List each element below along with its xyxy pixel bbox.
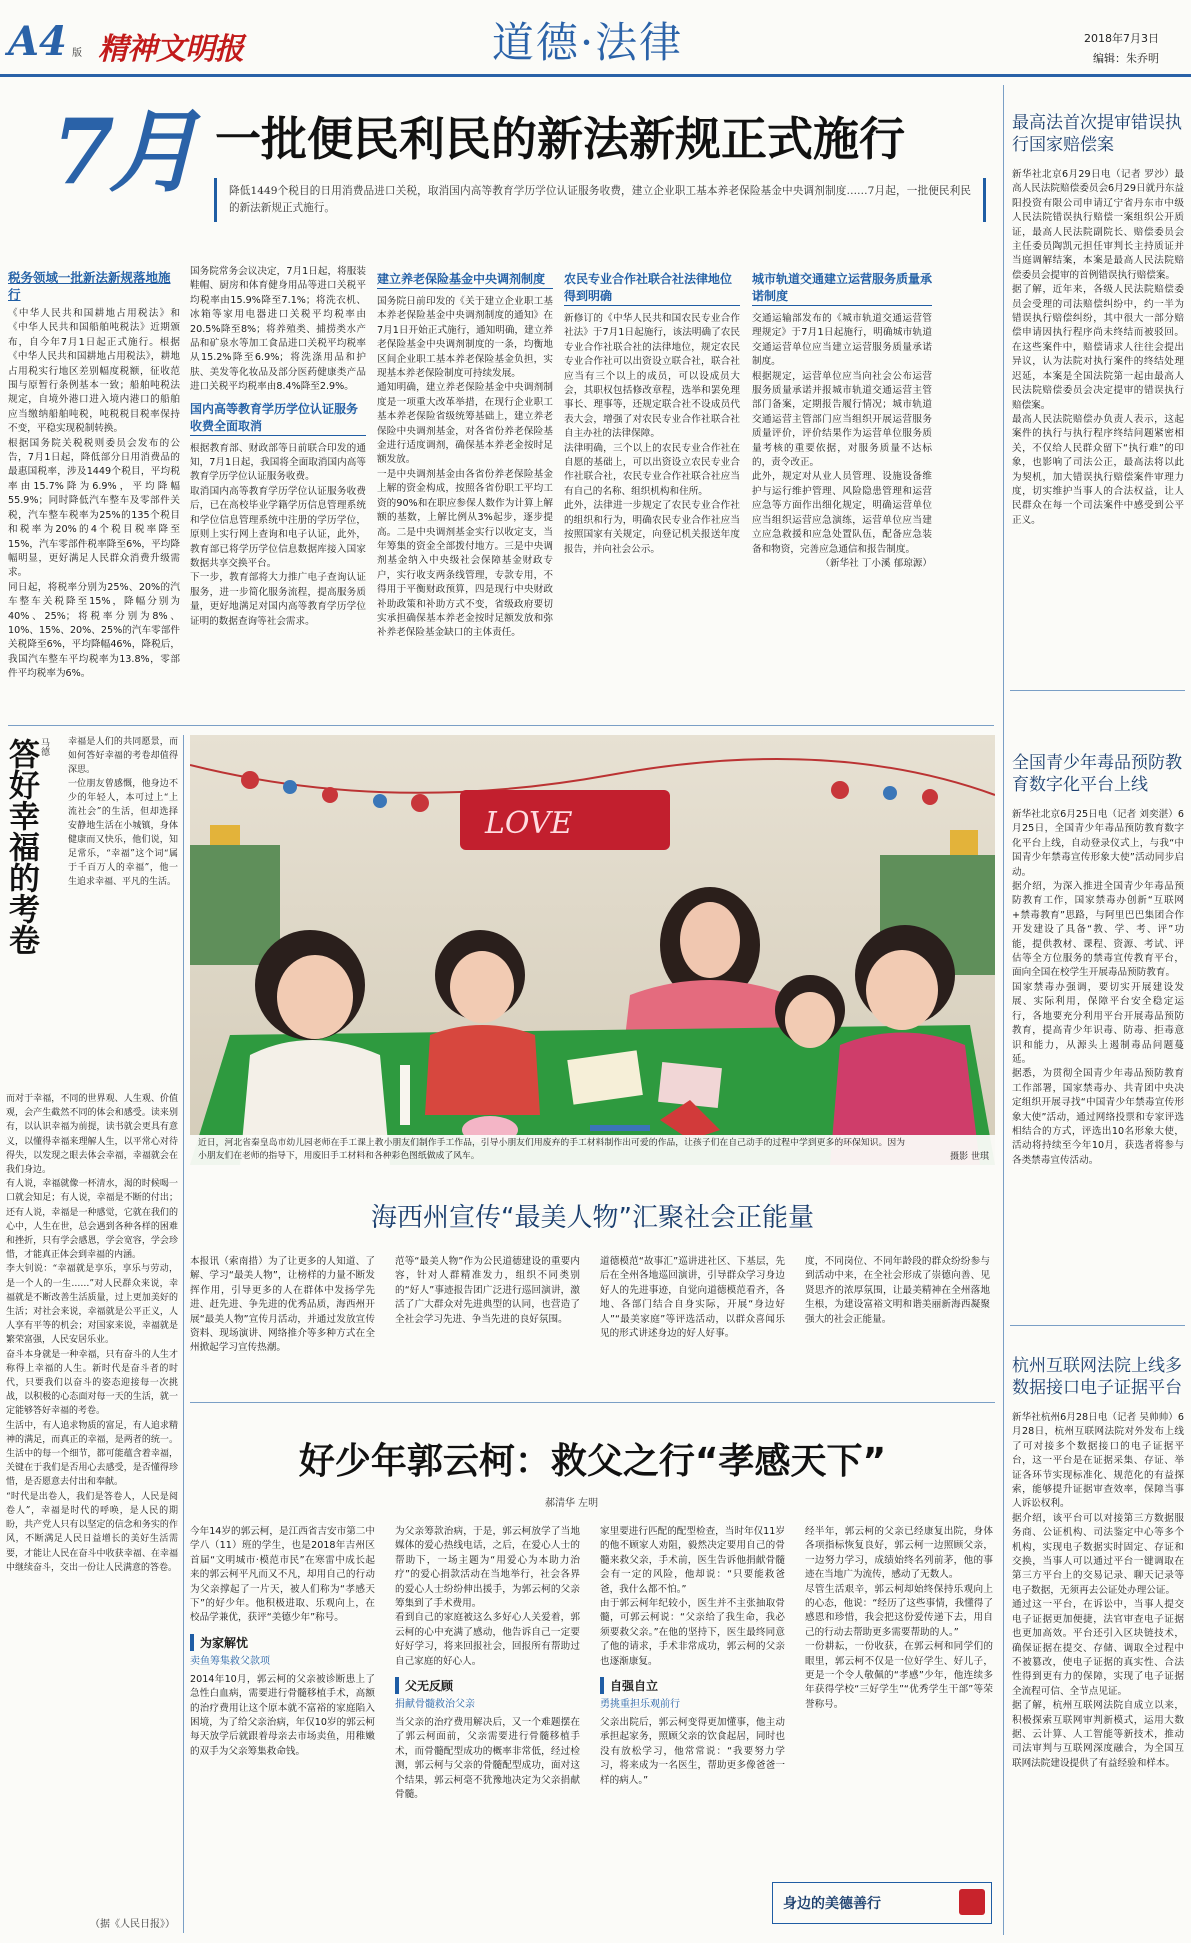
divider xyxy=(1010,1325,1185,1326)
lead-col-4 xyxy=(564,265,740,720)
divider xyxy=(8,725,994,726)
lead-para: 国务院日前印发的《关于建立企业职工基本养老保险基金中央调剂制度的通知》在7月1日开始正式施行，通知明确，建立养老保险基金中央调剂制度的一条，均衡地区间企业职工基本养老保险基金负担，实现基本养老保险制度可持续发展。 xyxy=(377,296,553,380)
essay-para: 生活中，有人追求物质的富足，有人追求精神的满足，而真正的幸福，是两者的统一。生活中的每一个细节，都可能蕴含着幸福，关键在于我们是否用心去感受，是否懂得珍惜，是否愿意去付出和奉献。 xyxy=(6,1420,178,1488)
feature-box-title: 自强自立 xyxy=(600,1677,664,1694)
sidebar-para: 新华社北京6月25日电（记者 刘奕湛）6月25日，全国青少年毒品预防教育数字化平台上线，自动登录仪式上，与我“中国青少年禁毒宣传形象大使”活动同步启动。 xyxy=(1012,809,1184,878)
essay-col-top xyxy=(68,735,178,1090)
page-number-suffix: 版 xyxy=(72,48,82,59)
sidebar-para: 据了解，近年来，各级人民法院赔偿委员会受理的司法赔偿纠纷中，约一半为错误执行赔偿纠纷，其中很大一部分赔偿申请因执行程序尚未终结而被驳回。在这些案件中，赔偿请求人往往会提出异议，认为法院对执行案件的终结处理迟延，本案是全国法院第一起由最高人民法院赔偿委员会决定提审的错误执行赔偿案。 xyxy=(1012,284,1184,411)
lead-col-1 xyxy=(8,265,180,720)
feature-para: 为父亲筹款治病，于是，郭云柯放学了当地媒体的爱心热线电话，之后，在爱心人士的帮助下，一场主题为“用爱心为本助力治疗”的爱心捐款活动在当地举行，社会各界的爱心人士纷纷伸出援手，为郭云柯的父亲筹集到了手术费用。 xyxy=(395,1526,580,1610)
lead-para: 同日起，将税率分别为25%、20%的汽车整车关税降至15%，降幅分别为40%、25%；将税率分别为8%、10%、15%、20%、25%的汽车零部件关税降至6%，平均降幅46%，降税后，我国汽车整车平均税率为13.8%，零部件平均税率为6%。 xyxy=(8,581,180,680)
lead-para: 根据国务院关税税则委员会发布的公告，7月1日起，降低部分日用消费品的最惠国税率，涉及1449个税目，平均税率由15.7%降为6.9%，平均降幅55.9%；同时降低汽车整车及零部件关税，汽车整车税率为25%的135个税目和税率为20%的4个税目税率降至15%，汽车零部件税率降至6%，平均降幅明显，更好满足人民群众消费升级需求。 xyxy=(8,437,180,579)
sidebar-para: 国家禁毒办强调，要切实开展建设发展、实际利用，保障平台安全稳定运行，各地要充分利用平台开展毒品预防教育，提高青少年识毒、防毒、拒毒意识和能力，从源头上遏制毒品问题蔓延。 xyxy=(1012,981,1184,1065)
lead-col-2 xyxy=(190,265,366,720)
feature-para: 父亲出院后，郭云柯变得更加懂事，他主动承担起家务，照顾父亲的饮食起居，同时也没有放松学习，他常常说：“我要努力学习，将来成为一名医生，帮助更多像爸爸一样的病人。” xyxy=(600,1717,785,1786)
lead-deck: 降低1449个税目的日用消费品进口关税，取消国内高等教育学历学位认证服务收费，建立企业职工基本养老保险基金中央调剂制度……7月起，一批便民利民的新法新规正式施行。 xyxy=(229,185,971,214)
lead-col-3 xyxy=(377,265,553,720)
lead-subhead-education: 国内高等教育学历学位认证服务收费全面取消 xyxy=(190,401,366,436)
masthead xyxy=(0,0,1191,78)
essay-para: 一位朋友曾感慨，他身边不少的年轻人，本可过上“上流社会”的生活，但却选择安静地生活在小城镇，身体健康而又快乐，他们说，知足常乐，“幸福”这个词“属于千百万人的幸福”，他一生追求幸福、平凡的生活。 xyxy=(68,779,178,887)
photo-caption: 近日，河北省秦皇岛市幼儿园老师在手工课上教小朋友们制作手工作品，引导小朋友们用废弃的手工材料制作出可爱的作品，让孩子们在自己动手的过程中学到更多的环保知识。因为小朋友们在老师的指导下，用废旧手工材料和各种彩色图纸做成了风车。 xyxy=(198,1138,905,1161)
lead-para: 国务院常务会议决定，7月1日起，将服装鞋帽、厨房和体育健身用品等进口关税平均税率由15.9%降至7.1%；将洗衣机、冰箱等家用电器进口关税平均税率由20.5%降至8%；将养殖类、捕捞类水产品和矿泉水等加工食品进口关税平均税率从15.2%降至6.9%；将洗涤用品和护肤、美发等化妆品及部分医药健康类产品进口关税平均税率由8.4%降至2.9%。 xyxy=(190,266,366,393)
mid-para: 度，不同岗位、不同年龄段的群众纷纷参与到活动中来，在全社会形成了崇德向善、见贤思齐的浓厚氛围，让最美精神在全州落地生根，为建设富裕文明和谐美丽新海西凝聚强大的社会正能量。 xyxy=(805,1256,990,1325)
essay-author: 马德 xyxy=(39,738,49,756)
lead-para: 此外，法律进一步规定了农民专业合作社的组织和行为，明确农民专业合作社应当按照国家有关规定，向登记机关报送年度报告，并向社会公示。 xyxy=(564,500,740,555)
lead-para: 根据规定，运营单位应当向社会公布运营服务质量承诺并报城市轨道交通运营主管部门备案，定期报告履行情况；城市轨道交通运营主管部门应当组织开展运营服务质量评价，评价结果作为运营单位服务质量考核的重要依据，对服务质量不达标的，责令改正。 xyxy=(752,370,932,469)
essay-col-bottom xyxy=(6,1092,178,1932)
sidebar-story-1 xyxy=(1012,112,1184,672)
photo-credit: 摄影 世琪 xyxy=(950,1152,989,1162)
issue-date: 2018年7月3日 xyxy=(1084,32,1159,45)
sidebar-para: 通过这一平台，在诉讼中，当事人提交电子证据更加便捷，法官审查电子证据也更加高效。平台还引入区块链技术，确保证据在提交、存储、调取全过程中不被篡改，使电子证据的真实性、合法性得到更有力的保障，实现了电子证据全流程可信、全节点见证。 xyxy=(1012,1599,1184,1697)
seal-icon xyxy=(959,1889,985,1915)
feature-col-3 xyxy=(600,1525,785,1935)
sidebar-story-2 xyxy=(1012,752,1184,1292)
feature-byline: 郝清华 左明 xyxy=(545,1498,599,1509)
divider xyxy=(1003,85,1004,1935)
sidebar-story-1-title: 最高法首次提审错误执行国家赔偿案 xyxy=(1012,113,1182,155)
lead-para: 下一步，教育部将大力推广电子查询认证服务，进一步简化服务流程，提高服务质量，更好地满足对国内高等教育学历学位证明的数据查询等社会需求。 xyxy=(190,572,366,627)
lead-para: 法律明确，三个以上的农民专业合作社在自愿的基础上，可以出资设立农民专业合作社联合社，农民专业合作社联合社应当有自己的名称、组织机构和住所。 xyxy=(564,442,740,497)
lead-subhead-pension: 建立养老保险基金中央调剂制度 xyxy=(377,271,553,289)
mid-para: 本报讯（索南措）为了让更多的人知道、了解、学习“最美人物”，让榜样的力量不断发挥作用，引导更多的人在群体中发扬学先进、赶先进、争先进的优秀品质，海西州开展“最美人物”宣传月活动，并通过发放宣传资料、现场演讲、网络推介等多种方式在全州掀起学习宣传热潮。 xyxy=(190,1256,375,1354)
classroom-photo-illustration xyxy=(190,735,995,1165)
lead-para: 新修订的《中华人民共和国农民专业合作社法》于7月1日起施行，该法明确了农民专业合作社联合社的法律地位，规定农民专业合作社可以出资设立联合社，联合社应当有三个以上的成员，可以设成员大会，其职权包括修改章程，选举和罢免理事长、理事等，还规定联合社不设成员代表大会，增强了对农民专业合作社联合社自主办社的法律保障。 xyxy=(564,313,740,440)
divider xyxy=(1010,690,1185,691)
editor-credit: 编辑：朱乔明 xyxy=(1093,52,1159,65)
sidebar-story-3-title: 杭州互联网法院上线多数据接口电子证据平台 xyxy=(1012,1356,1182,1398)
mid-para: 道德模范“故事汇”巡讲进社区、下基层，先后在全州各地巡回演讲，引导群众学习身边好人的先进事迹，自觉向道德模范看齐，各地、各部门结合自身实际，开展“身边好人”“最美家庭”等评选活动，以群众喜闻乐见的形式讲述身边的好人好事。 xyxy=(600,1256,785,1340)
lead-headline: 一批便民利民的新法新规正式施行 xyxy=(215,112,905,166)
lead-para: 交通运输部发布的《城市轨道交通运营管理规定》于7月1日起施行，明确城市轨道交通运营单位应当建立运营服务质量承诺制度。 xyxy=(752,313,932,368)
feature-box-header xyxy=(395,1675,580,1710)
feature-para: 2014年10月，郭云柯的父亲被诊断患上了急性白血病，需要进行骨髓移植手术，高额的治疗费用让这个原本就不富裕的家庭陷入困境，为了给父亲治病，年仅10岁的郭云柯每天放学后就跟着母亲去市场卖鱼，用稚嫩的双手为父亲筹集救命钱。 xyxy=(190,1673,375,1757)
feature-box-title: 为家解忧 xyxy=(190,1634,254,1651)
feature-col-1 xyxy=(190,1525,375,1935)
photo-caption-band xyxy=(190,1135,995,1165)
lead-para: 根据教育部、财政部等日前联合印发的通知，7月1日起，我国将全面取消国内高等教育学历学位认证服务收费。 xyxy=(190,442,366,483)
feature-box-title: 父无反顾 xyxy=(395,1677,459,1694)
divider xyxy=(183,735,184,1933)
feature-para: 家里要进行匹配的配型检查，当时年仅11岁的他不顾家人劝阻，毅然决定要用自己的骨髓来救父亲，手术前，医生告诉他捐献骨髓会有一定的风险，他却说：“只要能救爸爸，我什么都不怕。” xyxy=(600,1526,785,1595)
sidebar-story-3 xyxy=(1012,1355,1184,1935)
essay-para: 幸福是人们的共同愿景，而如何答好幸福的考卷却值得深思。 xyxy=(68,737,178,775)
lead-subhead-cooperative: 农民专业合作社联合社法律地位得到明确 xyxy=(564,271,740,306)
lead-subhead-transit: 城市轨道交通建立运营服务质量承诺制度 xyxy=(752,271,932,306)
feature-box-subtitle: 卖鱼筹集救父款项 xyxy=(190,1655,270,1667)
mid-col-2 xyxy=(395,1255,580,1395)
sidebar-para: 据悉，为贯彻全国青少年毒品预防教育工作部署，国家禁毒办、共青团中央决定组织开展寻找“中国青少年禁毒宣传形象大使”活动，通过网络投票和专家评选相结合的方式，评选出10名形象大使，活动将持续至今年10月，获选者将参与各类禁毒宣传活动。 xyxy=(1012,1068,1184,1166)
essay-title: 答好幸福的考卷 xyxy=(3,738,39,955)
feature-col-2 xyxy=(395,1525,580,1935)
divider xyxy=(190,1402,995,1403)
paper-name-logo: 精神文明报 xyxy=(98,32,243,67)
feature-para: 今年14岁的郭云柯，是江西省吉安市第二中学八（11）班的学生，也是2018年吉州区首届“文明城市·模范市民”在寒雷中成长起来的郭云柯平凡而又不凡，却用自己的行动为父亲撑起了一片天，被人们称为“孝感天下”的好少年。他积极进取、乐观向上，在校品学兼优，获评“美德少年”称号。 xyxy=(190,1526,375,1624)
lead-para: 取消国内高等教育学历学位认证服务收费后，已在高校毕业学籍学历信息管理系统和学位信息管理系统中注册的学历学位，原则上实行网上查询和电子认证，此外，教育部已将学历学位信息数据库接入国家数据共享交换平台。 xyxy=(190,485,366,569)
lead-subhead-tax: 税务领域一批新法新规落地施行 xyxy=(8,270,171,302)
feature-para: 经半年，郭云柯的父亲已经康复出院，身体各项指标恢复良好，郭云柯一边照顾父亲，一边努力学习，成绩始终名列前茅，他的事迹在当地广为流传，感动了无数人。 xyxy=(805,1526,993,1581)
sidebar-para: 新华社北京6月29日电（记者 罗沙）最高人民法院赔偿委员会6月29日就丹东益阳投资有限公司申请辽宁省丹东市中级人民法院错误执行赔偿一案组织公开质证，最高人民法院副院长、赔偿委员会主任委员陶凯元担任审判长主持质证并当庭调解结案，本案是最高人民法院赔偿委员会提审的首例错误执行赔偿案。 xyxy=(1012,169,1184,281)
feature-para: 当父亲的治疗费用解决后，又一个难题摆在了郭云柯面前，父亲需要进行骨髓移植手术，而骨髓配型成功的概率非常低，经过检测，郭云柯与父亲的骨髓配型成功，面对这个结果，郭云柯毫不犹豫地决定为父亲捐献骨髓。 xyxy=(395,1717,580,1801)
lead-deck-box xyxy=(214,178,986,222)
feature-para: 看到自己的家庭被这么多好心人关爱着，郭云柯的心中充满了感动，他告诉自己一定要好好学习，将来回报社会，回报所有帮助过自己家庭的好心人。 xyxy=(395,1612,580,1667)
feature-para: 由于郭云柯年纪较小，医生并不主张抽取骨髓，可郭云柯说：“父亲给了我生命，我必须要救父亲。”在他的坚持下，医生最终同意了他的请求，手术非常成功，郭云柯的父亲也逐渐康复。 xyxy=(600,1598,785,1667)
column-tag-label: 身边的美德善行 xyxy=(783,1896,881,1912)
sidebar-para: 最高人民法院赔偿办负责人表示，这起案件的执行与执行程序终结问题紧密相关，不仅给人民群众留下“执行难”的印象，也影响了司法公正，最高法将以此为契机，加大错误执行赔偿案件审理力度，切实维护当事人的合法权益，让人民群众在每一个司法案件中感受到公平正义。 xyxy=(1012,413,1184,526)
lead-month: 7月 xyxy=(52,99,193,205)
essay-para: 而对于幸福，不同的世界观、人生观、价值观，会产生截然不同的体会和感受。读来别有，以认识幸福为前提，读书就会更具有意义，以懂得幸福来理解人生，以平常心对待得失，以发现之眼去体会幸福，幸福就会在我们身边。 xyxy=(6,1094,178,1176)
sidebar-para: 据介绍，为深入推进全国青少年毒品预防教育工作，国家禁毒办创新“互联网+禁毒教育”思路，与阿里巴巴集团合作开发建设了具备“教、学、考、评”功能，提供教材、课程、资源、考试、评估等全方位服务的禁毒宣传教育平台，面向全国在校学生开展毒品预防教育。 xyxy=(1012,881,1184,979)
essay-para: 有人说，幸福就像一杯清水，渴的时候喝一口就会知足；有人说，幸福是不断的付出；还有人说，幸福是一种感觉，它就在我们的心中，人生在世，总会遇到各种各样的困难和挫折，只有学会感恩，学会宽容，学会珍惜，才能真正体会到幸福的内涵。 xyxy=(6,1179,178,1261)
classroom-photo xyxy=(190,735,995,1165)
column-tag-box xyxy=(772,1882,992,1924)
feature-para: 尽管生活艰辛，郭云柯却始终保持乐观向上的心态，他说：“经历了这些事情，我懂得了感恩和珍惜，我会把这份爱传递下去，用自己的行动去帮助更多需要帮助的人。” xyxy=(805,1583,993,1638)
feature-box-subtitle: 勇挑重担乐观前行 xyxy=(600,1699,680,1711)
masthead-rule xyxy=(0,74,1191,77)
mid-col-3 xyxy=(600,1255,785,1395)
lead-col-5 xyxy=(752,265,932,720)
feature-para: 一份耕耘，一份收获，在郭云柯和同学们的眼里，郭云柯不仅是一位好学生、好儿子，更是一个令人敬佩的“孝感”少年，他连续多年获得学校“三好学生”“优秀学生干部”等荣誉称号。 xyxy=(805,1641,993,1710)
lead-para: 通知明确，建立养老保险基金中央调剂制度是一项重大改革举措，在现行企业职工基本养老保险省级统筹基础上，建立养老保险中央调剂基金，对各省份养老保险基金进行适度调剂，确保基本养老金按时足额发放。 xyxy=(377,382,553,466)
essay-para: 李大钊说：“幸福就是享乐，享乐与劳动，是一个人的一生……”对人民群众来说，幸福就是不断改善生活质量，过上更加美好的生活；对社会来说，幸福就是公平正义，人人享有平等的机会；对国家来说，幸福就是繁荣富强，人民安居乐业。 xyxy=(6,1264,178,1346)
lead-para: 一是中央调剂基金由各省份养老保险基金上解的资金构成，按照各省份职工平均工资的90%和在职应参保人数作为计算上解额的基数，上解比例从3%起步，逐步提高。二是中央调剂基金实行以收定支，当年筹集的资金全部拨付地方。三是中央调剂基金纳入中央级社会保障基金财政专户，实行收支两条线管理，专款专用，不得用于平衡财政预算，四是现行中央财政补助政策和补助方式不变，省级政府要切实承担确保基本养老金按时足额发放和弥补养老保险基金缺口的主体责任。 xyxy=(377,468,553,639)
sidebar-story-2-title: 全国青少年毒品预防教育数字化平台上线 xyxy=(1012,753,1182,795)
page-number: A4 xyxy=(8,18,67,65)
feature-box-header xyxy=(190,1632,375,1667)
lead-para: 此外，规定对从业人员管理、设施设备维护与运行维护管理、风险隐患管理和运营应急等方面作出细化规定，明确运营单位应当组织运营应急演练，运营单位应当建立应急救援和应急处置队伍，配备应急装备和物资，完善应急通信和报告制度。 xyxy=(752,471,932,555)
section-title: 道德·法律 xyxy=(491,18,684,67)
mid-col-4 xyxy=(805,1255,990,1395)
sidebar-para: 据介绍，该平台可以对接第三方数据服务商、公证机构、司法鉴定中心等多个机构，实现电子数据实时固定、存证和交换，当事人可以通过平台一键调取在第三方平台上的交易记录、聊天记录等电子数据，无须再去公证处办理公证。 xyxy=(1012,1512,1184,1596)
mid-para: 范等“最美人物”作为公民道德建设的重要内容，针对人群精准发力，组织不同类别的“好人”事迹报告团广泛进行巡回演讲，激活了广大群众对先进典型的认同，也营造了全社会学习先进、争当先进的良好氛围。 xyxy=(395,1256,580,1325)
feature-col-4 xyxy=(805,1525,993,1870)
mid-story-headline: 海西州宣传“最美人物”汇聚社会正能量 xyxy=(371,1203,814,1233)
love-banner-text: LOVE xyxy=(485,806,573,841)
feature-box-subtitle: 捐献骨髓救治父亲 xyxy=(395,1699,475,1711)
lead-para: 《中华人民共和国耕地占用税法》和《中华人民共和国船舶吨税法》近期颁布，自今年7月1日起正式施行。根据《中华人民共和国耕地占用税法》，耕地占用税实行地区差别幅度税额，征收范围与原暂行条例基本一致；船舶吨税法规定，自境外港口进入境内港口的船舶应当缴纳船舶吨税，吨税税目税率保持不变，平稳实现税制转换。 xyxy=(8,308,180,435)
sidebar-para: 据了解，杭州互联网法院自成立以来，积极探索互联网审判新模式，运用大数据、云计算、人工智能等新技术，推动司法审判与互联网深度融合，为全国互联网法院建设提供了有益经验和样本。 xyxy=(1012,1700,1184,1769)
feature-headline: 好少年郭云柯：救父之行“孝感天下” xyxy=(298,1441,887,1482)
feature-box-header xyxy=(600,1675,785,1710)
essay-para: “时代是出卷人，我们是答卷人，人民是阅卷人”，幸福是时代的呼唤，是人民的期盼，共产党人只有以坚定的信念和务实的作风，不断满足人民日益增长的美好生活需要，才能让人民在奋斗中收获幸福、在幸福中继续奋斗，交出一份让人民满意的答卷。 xyxy=(6,1491,178,1573)
mid-col-1 xyxy=(190,1255,375,1395)
sidebar-para: 新华社杭州6月28日电（记者 吴帅帅）6月28日，杭州互联网法院对外发布上线了可对接多个数据接口的电子证据平台，这一平台是在证据采集、存证、举证各环节实现标准化、规范化的有益探索，能够提升证据审查效率，保障当事人诉讼权利。 xyxy=(1012,1412,1184,1510)
essay-source: （据《人民日报》） xyxy=(90,1915,175,1930)
essay-para: 奋斗本身就是一种幸福，只有奋斗的人生才称得上幸福的人生。新时代是奋斗者的时代，只要我们以奋斗的姿态迎接每一次挑战，以积极的心态面对每一天的生活，就一定能够答好幸福的考卷。 xyxy=(6,1349,178,1417)
lead-credit: （新华社 丁小溪 郁琼源） xyxy=(820,557,932,569)
